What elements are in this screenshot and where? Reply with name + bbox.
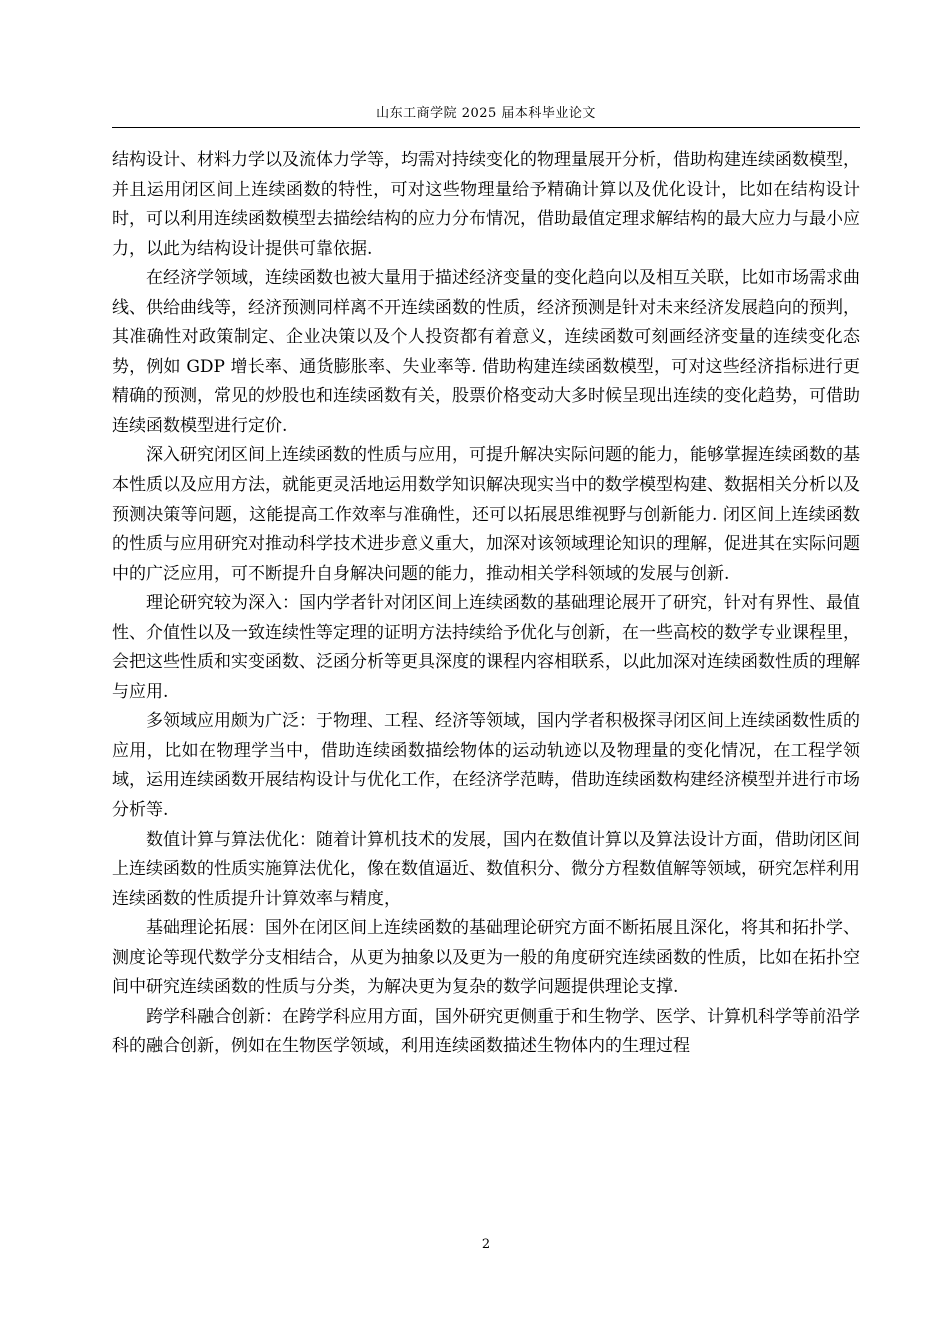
- header-divider: [112, 127, 860, 128]
- paragraph-economics: 在经济学领域，连续函数也被大量用于描述经济变量的变化趋向以及相互关联，比如市场需求曲线、供给曲线等，经济预测同样离不开连续函数的性质，经济预测是针对未来经济发展趋向的预判，其准确性对政策制定、企业决策以及个人投资都有着意义，连续函数可刻画经济变量的连续变化态势，例如 GDP 增长率、通货膨胀率、失业率等. 借助构建连续函数模型，可对这些经济指标进行更精确的预测，常见的炒股也和连续函数有关，股票价格变动大多时候呈现出连续的变化趋势，可借助连续函数模型进行定价.: [112, 268, 860, 436]
- paragraph-domestic-applications: 多领域应用颇为广泛：于物理、工程、经济等领域，国内学者积极探寻闭区间上连续函数性质的应用，比如在物理学当中，借助连续函数描绘物体的运动轨迹以及物理量的变化情况，在工程学领域，运用连续函数开展结构设计与优化工作，在经济学范畴，借助连续函数构建经济模型并进行市场分析等.: [112, 711, 860, 821]
- running-header: 山东工商学院 2025 届本科毕业论文: [376, 106, 596, 121]
- paragraph-foreign-theory: 基础理论拓展：国外在闭区间上连续函数的基础理论研究方面不断拓展且深化，将其和拓扑学、测度论等现代数学分支相结合，从更为抽象以及更为一般的角度研究连续函数的性质，比如在拓扑空间中研究连续函数的性质与分类，为解决更为复杂的数学问题提供理论支撑.: [112, 918, 860, 998]
- paragraph-domestic-theory: 理论研究较为深入：国内学者针对闭区间上连续函数的基础理论展开了研究，针对有界性、最值性、介值性以及一致连续性等定理的证明方法持续给予优化与创新，在一些高校的数学专业课程里，会把这些性质和实变函数、泛函分析等更具深度的课程内容相联系，以此加深对连续函数性质的理解与应用.: [112, 593, 860, 702]
- paragraph-numerical-computation: 数值计算与算法优化：随着计算机技术的发展，国内在数值计算以及算法设计方面，借助闭区间上连续函数的性质实施算法优化，像在数值逼近、数值积分、微分方程数值解等领域，研究怎样利用连续函数的性质提升计算效率与精度，: [112, 829, 860, 909]
- paragraph-interdisciplinary: 跨学科融合创新：在跨学科应用方面，国外研究更侧重于和生物学、医学、计算机科学等前沿学科的融合创新，例如在生物医学领域，利用连续函数描述生物体内的生理过程: [112, 1006, 860, 1057]
- page-number: 2: [481, 1237, 491, 1252]
- paragraph-research-significance: 深入研究闭区间上连续函数的性质与应用，可提升解决实际问题的能力，能够掌握连续函数的基本性质以及应用方法，就能更灵活地运用数学知识解决现实当中的数学模型构建、数据相关分析以及预测决策等问题，这能提高工作效率与准确性，还可以拓展思维视野与创新能力. 闭区间上连续函数的性质与应用研究对推动科学技术进步意义重大，加深对该领域理论知识的理解，促进其在实际问题中的广泛应用，可不断提升自身解决问题的能力，推动相关学科领域的发展与创新.: [112, 445, 860, 584]
- paragraph-structural-design: 结构设计、材料力学以及流体力学等，均需对持续变化的物理量展开分析，借助构建连续函数模型，并且运用闭区间上连续函数的特性，可对这些物理量给予精确计算以及优化设计，比如在结构设计时，可以利用连续函数模型去描绘结构的应力分布情况，借助最值定理求解结构的最大应力与最小应力，以此为结构设计提供可靠依据.: [112, 150, 860, 259]
- body-text: [112, 146, 860, 1062]
